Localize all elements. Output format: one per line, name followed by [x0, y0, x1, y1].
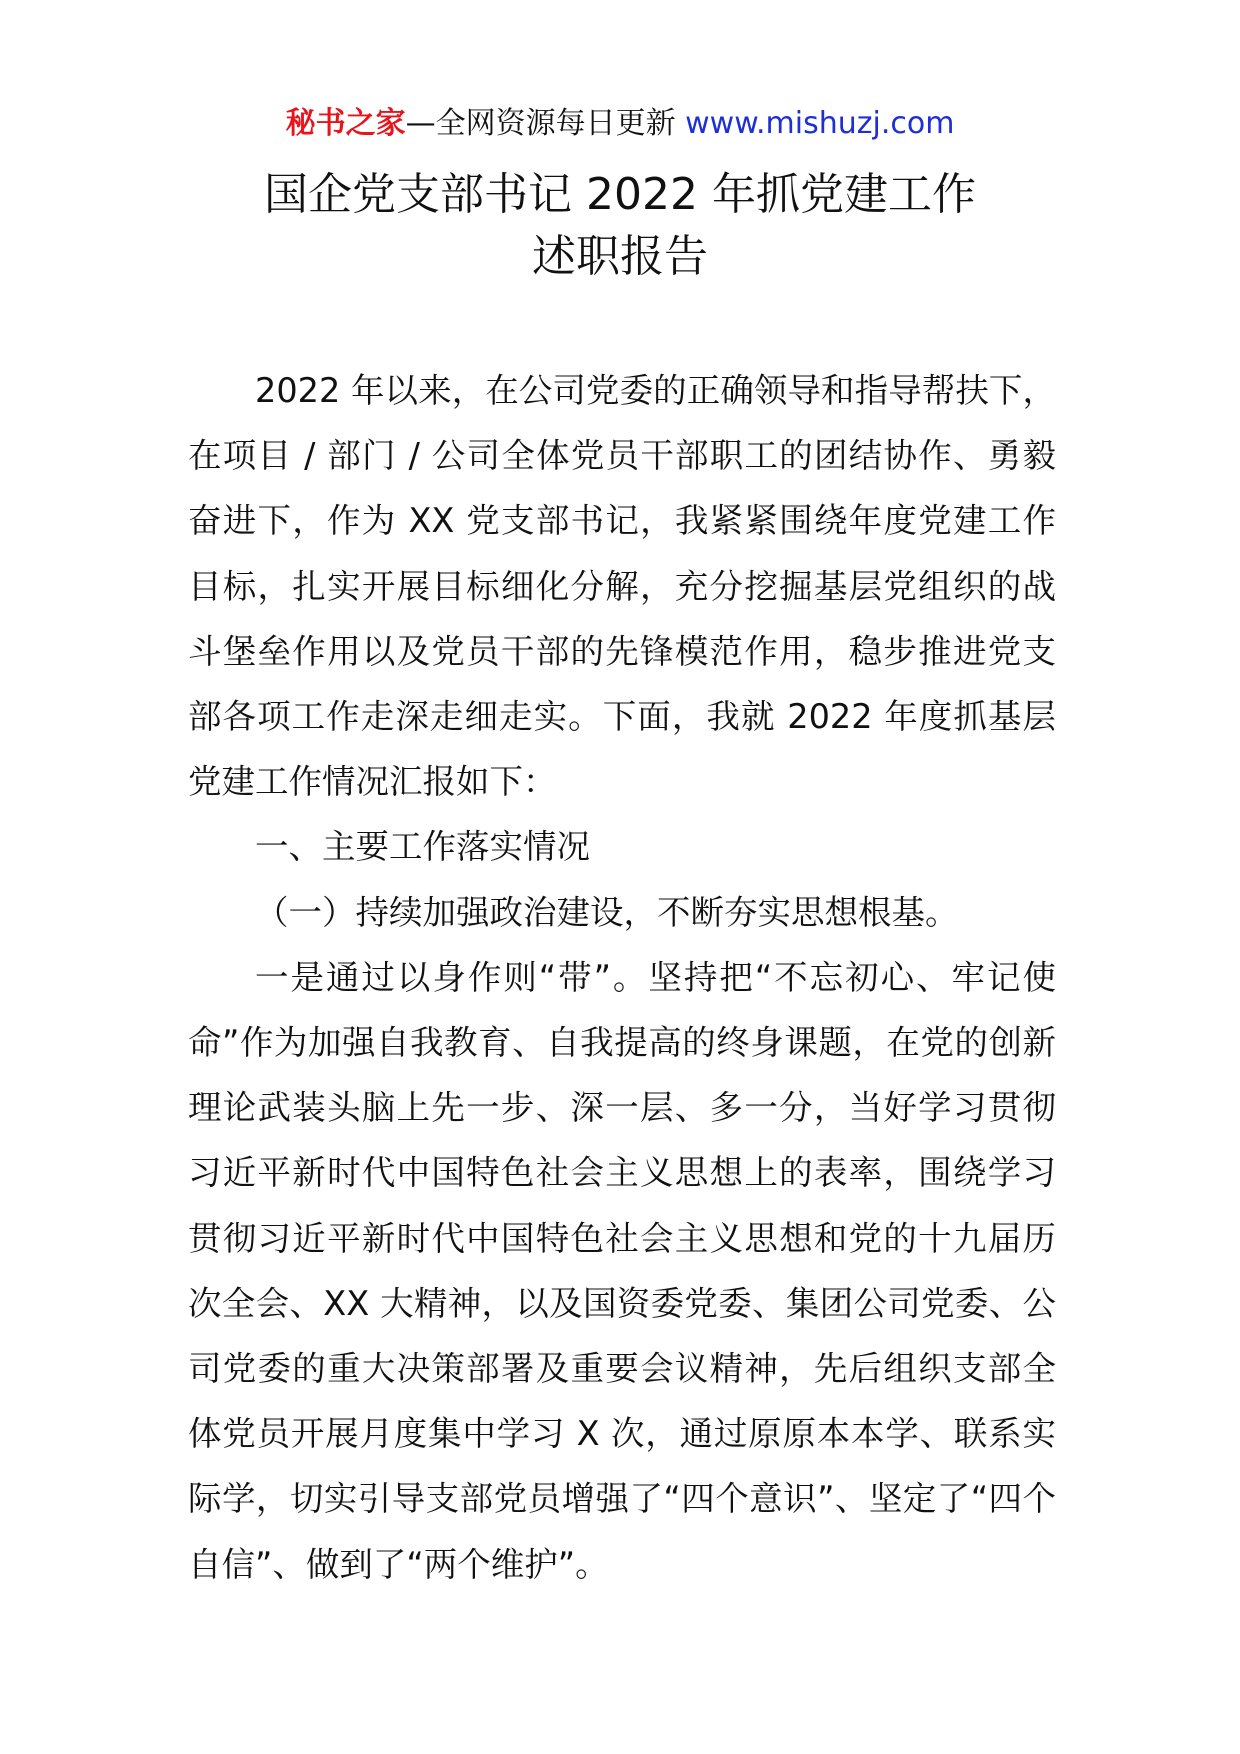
document-title: [0, 164, 1240, 288]
subsection-heading: （一）持续加强政治建设，不断夯实思想根基。: [255, 892, 959, 932]
intro-paragraph: 2022 年以来，在公司党委的正确领导和指导帮扶下，在项目 / 部门 / 公司全体党员干部职工的团结协作、勇毅奋进下，作为 XX 党支部书记，我紧紧围绕年度党建工作目标，扎实开展目标细化分解，充分挖掘基层党组织的战斗堡垒作用以及党员干部的先锋模范作用，稳步推进党支部各项工作走深走细走实。下面，我就 2022 年度抓基层党建工作情况汇报如下：: [188, 371, 1056, 802]
brand-url-link[interactable]: www.mishuzj.com: [685, 106, 955, 141]
section-heading: 一、主要工作落实情况: [255, 827, 590, 867]
title-line-1: 国企党支部书记 2022 年抓党建工作: [264, 169, 976, 220]
brand-name: 秘书之家: [285, 106, 406, 141]
brand-tagline: —全网资源每日更新: [405, 106, 686, 141]
body-paragraph: 一是通过以身作则“带”。坚持把“不忘初心、牢记使命”作为加强自我教育、自我提高的终身课题，在党的创新理论武装头脑上先一步、深一层、多一分，当好学习贯彻习近平新时代中国特色社会主义思想上的表率，围绕学习贯彻习近平新时代中国特色社会主义思想和党的十九届历次全会、XX 大精神，以及国资委党委、集团公司党委、公司党委的重大决策部署及重要会议精神，先后组织支部全体党员开展月度集中学习 X 次，通过原原本本学、联系实际学，切实引导支部党员增强了“四个意识”、坚定了“四个自信”、做到了“两个维护”。: [188, 957, 1056, 1584]
document-body: [188, 358, 1056, 1597]
title-line-2: 述职报告: [532, 231, 708, 282]
site-header: [0, 104, 1240, 144]
